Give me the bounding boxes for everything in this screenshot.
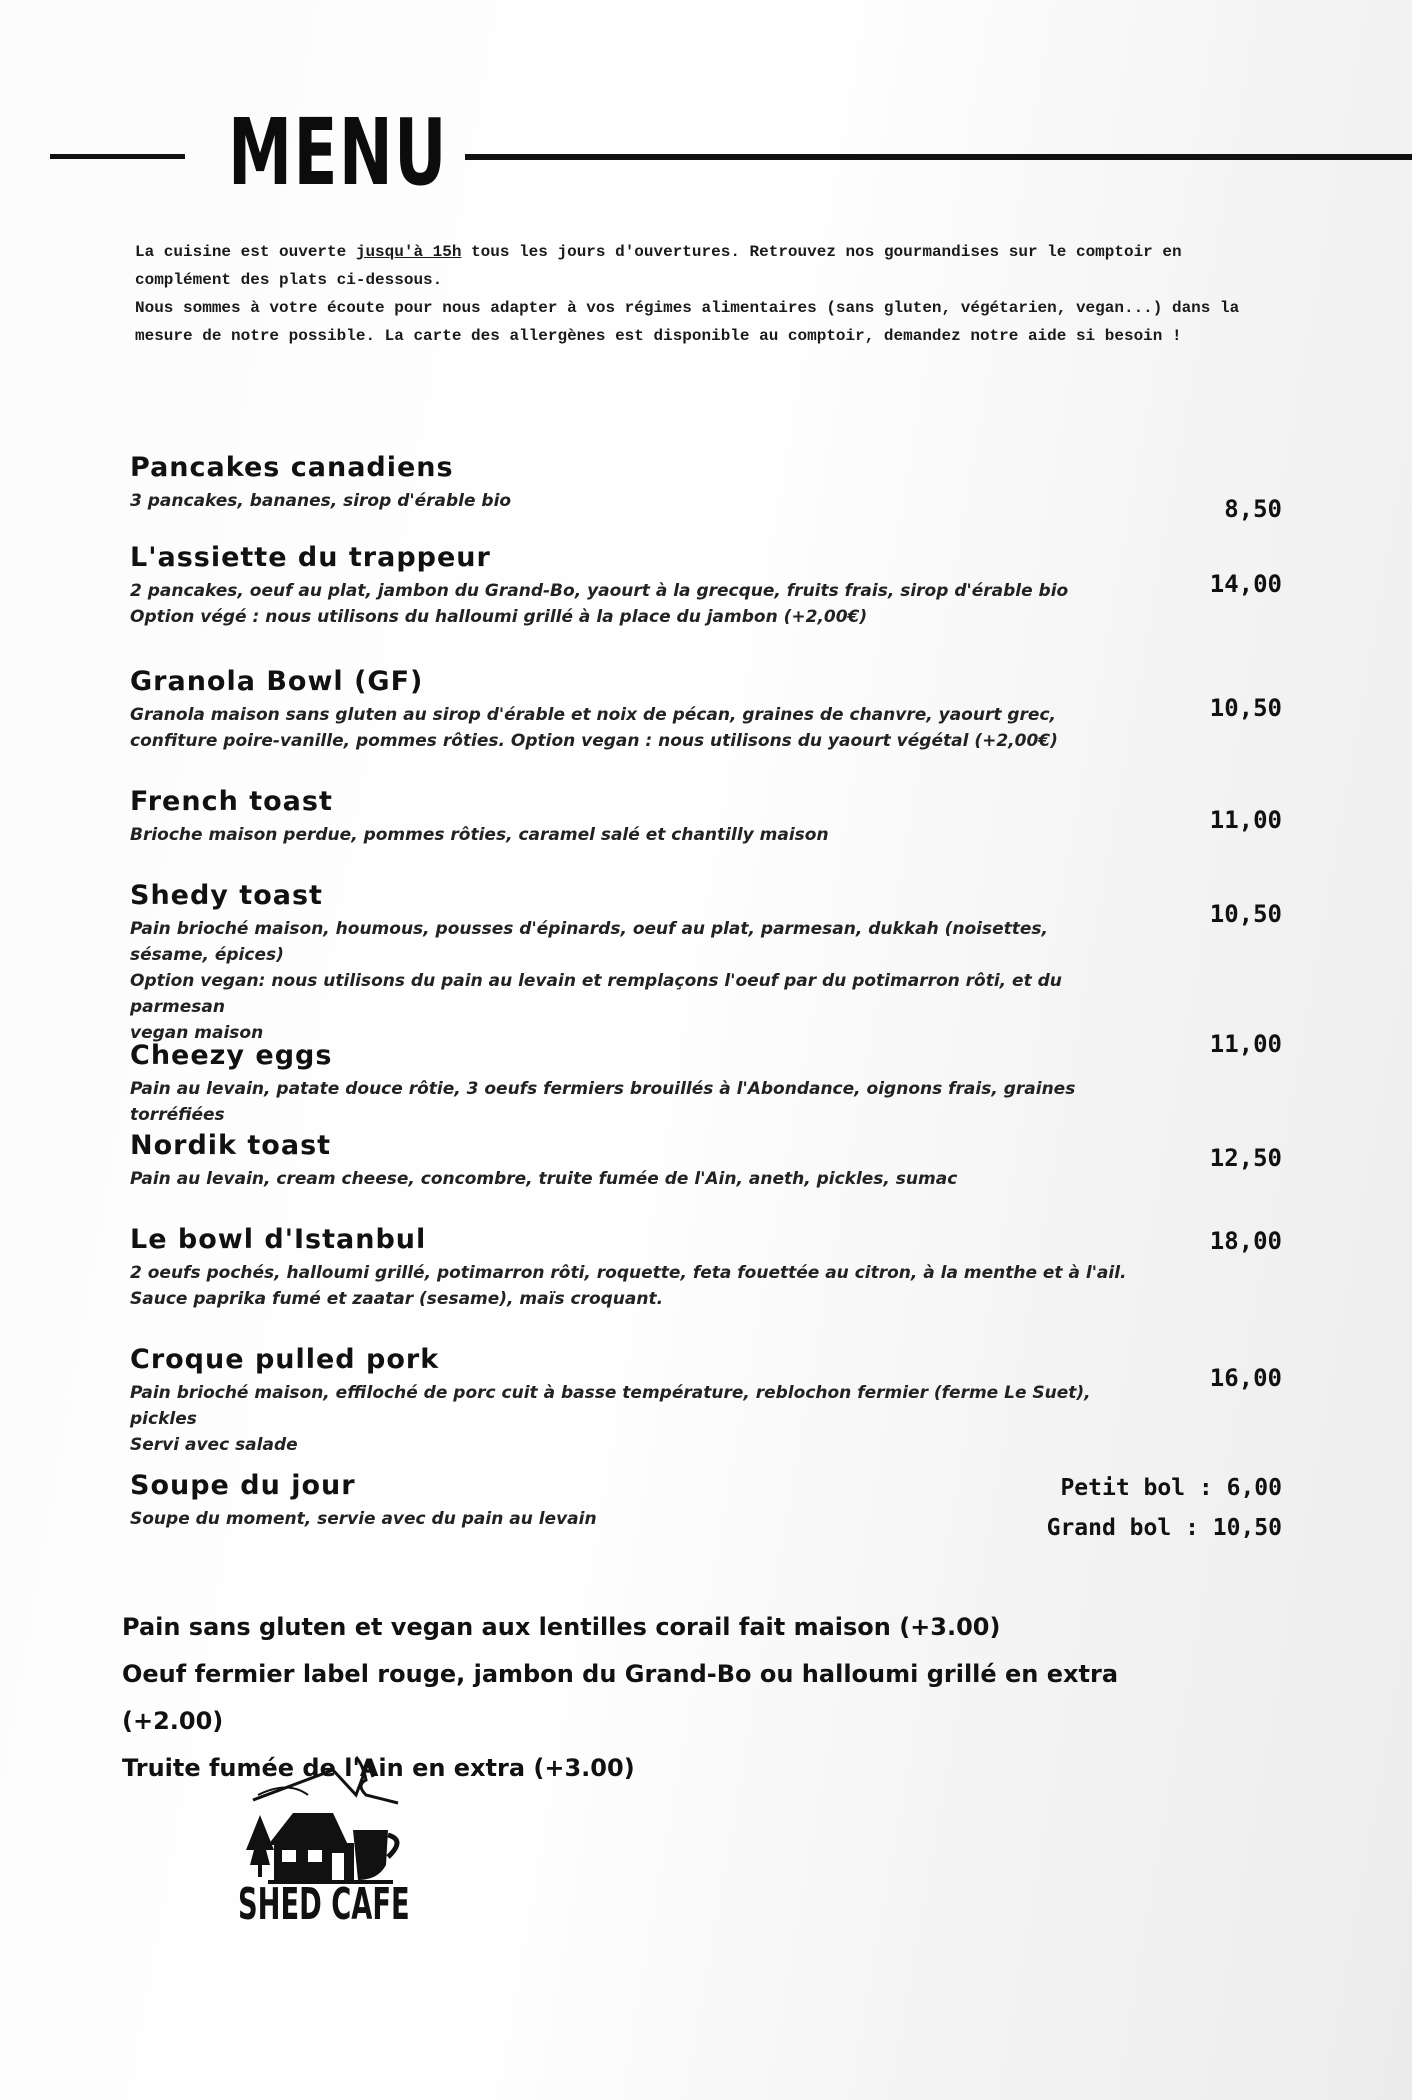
item-description: Soupe du moment, servie avec du pain au levain: [130, 1509, 597, 1529]
item-description: Pain au levain, patate douce rôtie, 3 oeufs fermiers brouillés à l'Abondance, oignons frais, graines torréfiées: [130, 1079, 1076, 1125]
item-name: Le bowl d'Istanbul: [130, 1224, 427, 1255]
intro-text: [135, 238, 1285, 350]
soup-price-small: Petit bol : 6,00: [1060, 1475, 1282, 1501]
logo-text: SHED CAFE: [238, 1879, 410, 1930]
intro-paragraph-2: Nous sommes à votre écoute pour nous adapter à vos régimes alimentaires (sans gluten, végétarien, vegan...) dans la mesure de notre possible. La carte des allergènes est disponible au comptoir, demandez notre aide si besoin !: [135, 299, 1240, 345]
item-name: Croque pulled pork: [130, 1344, 440, 1375]
item-price: 8,50: [1224, 495, 1282, 523]
item-price: 16,00: [1209, 1364, 1282, 1392]
item-name: L'assiette du trappeur: [130, 542, 491, 573]
item-description: 3 pancakes, bananes, sirop d'érable bio: [130, 491, 512, 511]
soup-price-large: Grand bol : 10,50: [1046, 1515, 1282, 1541]
menu-item: [130, 538, 1290, 662]
item-price: 12,50: [1209, 1144, 1282, 1172]
menu-item: [130, 1126, 1290, 1220]
title-rule-left: [50, 154, 185, 159]
item-description: Pain au levain, cream cheese, concombre, truite fumée de l'Ain, aneth, pickles, sumac: [130, 1169, 958, 1189]
item-description: Granola maison sans gluten au sirop d'érable et noix de pécan, graines de chanvre, yaourt grec,: [130, 705, 1056, 725]
intro-p1-post: tous les jours d'ouvertures. Retrouvez nos gourmandises sur le comptoir en complément des plats ci-dessous.: [135, 243, 1182, 289]
extra-item: Pain sans gluten et vegan aux lentilles corail fait maison (+3.00): [122, 1613, 1001, 1641]
item-option: Option vegan: nous utilisons du pain au levain et remplaçons l'oeuf par du potimarron rôti, et du parmesan: [130, 971, 1062, 1017]
intro-hours: jusqu'à 15h: [355, 243, 462, 261]
item-name: Nordik toast: [130, 1130, 332, 1161]
menu-item: [130, 448, 1290, 538]
item-option: Option végé : nous utilisons du halloumi grillé à la place du jambon (+2,00€): [130, 607, 868, 627]
intro-paragraph-1: [135, 238, 1285, 294]
menu-item: [130, 1340, 1290, 1466]
page-title: MENU: [228, 99, 448, 206]
item-description: 2 pancakes, oeuf au plat, jambon du Grand-Bo, yaourt à la grecque, fruits frais, sirop d'érable bio: [130, 581, 1069, 601]
item-description-2: Sauce paprika fumé et zaatar (sesame), maïs croquant.: [130, 1289, 664, 1309]
item-name: Soupe du jour: [130, 1470, 356, 1501]
menu-item: [130, 876, 1290, 1043]
item-price: 18,00: [1209, 1227, 1282, 1255]
item-name: Cheezy eggs: [130, 1040, 333, 1071]
menu-items: [130, 448, 1290, 1576]
menu-item: [130, 1220, 1290, 1340]
intro-p1-pre: La cuisine est ouverte: [135, 243, 356, 261]
menu-item: [130, 782, 1290, 876]
item-price: 11,00: [1209, 806, 1282, 834]
item-price: 10,50: [1209, 694, 1282, 722]
item-name: Pancakes canadiens: [130, 452, 454, 483]
soup-prices: [1047, 1468, 1282, 1548]
item-description: 2 oeufs pochés, halloumi grillé, potimarron rôti, roquette, feta fouettée au citron, à la menthe et à l'ail.: [130, 1263, 1127, 1283]
title-rule-right: [465, 154, 1412, 160]
item-description: Brioche maison perdue, pommes rôties, caramel salé et chantilly maison: [130, 825, 829, 845]
item-price: 11,00: [1209, 1030, 1282, 1058]
shed-cafe-logo: [238, 1735, 428, 1945]
item-price: 10,50: [1209, 900, 1282, 928]
item-option-2: vegan maison: [130, 1023, 264, 1043]
item-description-2: Servi avec salade: [130, 1435, 298, 1455]
item-name: Granola Bowl (GF): [130, 666, 424, 697]
item-description: Pain brioché maison, houmous, pousses d'épinards, oeuf au plat, parmesan, dukkah (noisettes, sésame, épices): [130, 919, 1049, 965]
item-name: French toast: [130, 786, 333, 817]
extra-item: Oeuf fermier label rouge, jambon du Grand-Bo ou halloumi grillé en extra (+2.00): [122, 1660, 1119, 1735]
soup-item: [130, 1466, 1290, 1576]
cabin-mountain-icon: [238, 1735, 428, 1885]
extra-item: Truite fumée de l'Ain en extra (+3.00): [122, 1754, 635, 1782]
item-price: 14,00: [1209, 570, 1282, 598]
title-row: [50, 98, 1380, 208]
item-description: Pain brioché maison, effiloché de porc cuit à basse température, reblochon fermier (ferme Le Suet), pickles: [130, 1383, 1091, 1429]
item-name: Shedy toast: [130, 880, 323, 911]
item-description-2: confiture poire-vanille, pommes rôties. Option vegan : nous utilisons du yaourt végétal (+2,00€): [130, 731, 1058, 751]
menu-item: [130, 662, 1290, 782]
